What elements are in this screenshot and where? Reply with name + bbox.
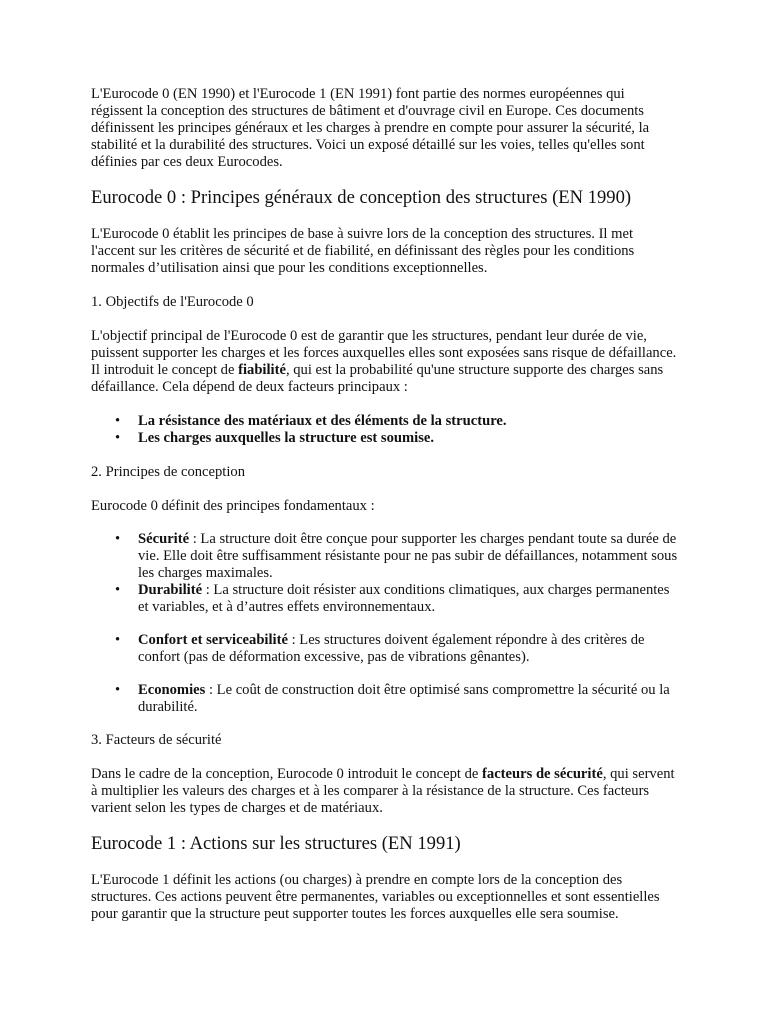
principe-text-confort: : Les structures doivent également répondre à des critères de confort (pas de déformation excessive, pas de vibrations gênantes). [138,632,645,665]
subsection-title-facteurs: 3. Facteurs de sécurité [91,732,222,748]
intro-paragraph: L'Eurocode 0 (EN 1990) et l'Eurocode 1 (EN 1991) font partie des normes européennes qui régissent la conception des structures de bâtiment et d'ouvrage civil en Europe. Ces documents définissent les principes généraux et les charges à prendre en compte pour assurer la sécurité, la stabilité et la durabilité des structures. Voici un exposé détaillé sur les voies, telles qu'elles sont définies par ces deux Eurocodes. [91,86,650,170]
principes-intro-paragraph: Eurocode 0 définit des principes fondamentaux : [91,498,375,514]
eurocode-1-intro-paragraph: L'Eurocode 1 définit les actions (ou charges) à prendre en compte lors de la conception des structures. Ces actions peuvent être permanentes, variables ou exceptionnelles et sont essentielles pour garantir que la structure peut supporter toutes les forces auxquelles elle sera soumise. [91,872,660,922]
facteurs-bold-term: facteurs de sécurité [482,766,603,782]
objectifs-text-after: , qui est la probabilité qu'une structure supporte des charges sans défaillance. Cela dépend de deux facteurs principaux : [91,362,664,395]
subsection-title-principes: 2. Principes de conception [91,464,246,480]
principe-text-securite: : La structure doit être conçue pour supporter les charges pendant toute sa durée de vie. Elle doit être suffisamment résistante pour ne pas subir de défaillances, notamment sous les charges maximales. [138,531,678,581]
bullet-charges: Les charges auxquelles la structure est soumise. [138,430,435,446]
list-item [138,582,678,616]
facteurs-paragraph [91,766,678,817]
list-item [138,682,678,716]
subsection-title-objectifs: 1. Objectifs de l'Eurocode 0 [91,294,254,310]
facteurs-text-before: Dans le cadre de la conception, Eurocode 0 introduit le concept de [91,766,483,782]
list-item [138,531,678,582]
list-item [138,413,678,430]
eurocode-0-intro-paragraph: L'Eurocode 0 établit les principes de base à suivre lors de la conception des structures. Il met l'accent sur les critères de sécurité et de fiabilité, en définissant des règles pour les conditions normales d’utilisation ainsi que pour les conditions exceptionnelles. [91,226,635,276]
facteurs-principaux-list [91,413,678,447]
bullet-resistance: La résistance des matériaux et des éléments de la structure. [138,413,507,429]
section-heading-eurocode-0: Eurocode 0 : Principes généraux de conception des structures (EN 1990) [91,187,632,208]
principe-text-economies: : Le coût de construction doit être optimisé sans compromettre la sécurité ou la durabilité. [138,682,670,715]
objectifs-text-before: L'objectif principal de l'Eurocode 0 est de garantir que les structures, pendant leur durée de vie, puissent supporter les charges et les forces auxquelles elles sont exposées sans risque de défaillance. Il introduit le concept de [91,328,677,378]
principe-text-durabilite: : La structure doit résister aux conditions climatiques, aux charges permanentes et variables, et à d’autres effets environnementaux. [138,582,670,615]
list-item [138,632,678,666]
principe-term-confort: Confort et serviceabilité [138,632,288,648]
principe-term-securite: Sécurité [138,531,190,547]
facteurs-text-after: , qui servent à multiplier les valeurs des charges et à les comparer à la résistance de la structure. Ces facteurs varient selon les types de charges et de matériaux. [91,766,675,816]
section-heading-eurocode-1: Eurocode 1 : Actions sur les structures (EN 1991) [91,833,461,854]
principes-list [91,531,678,716]
list-item [138,430,678,447]
objectifs-bold-term: fiabilité [238,362,286,378]
principe-term-durabilite: Durabilité [138,582,203,598]
objectifs-paragraph [91,328,678,396]
principe-term-economies: Economies [138,682,206,698]
